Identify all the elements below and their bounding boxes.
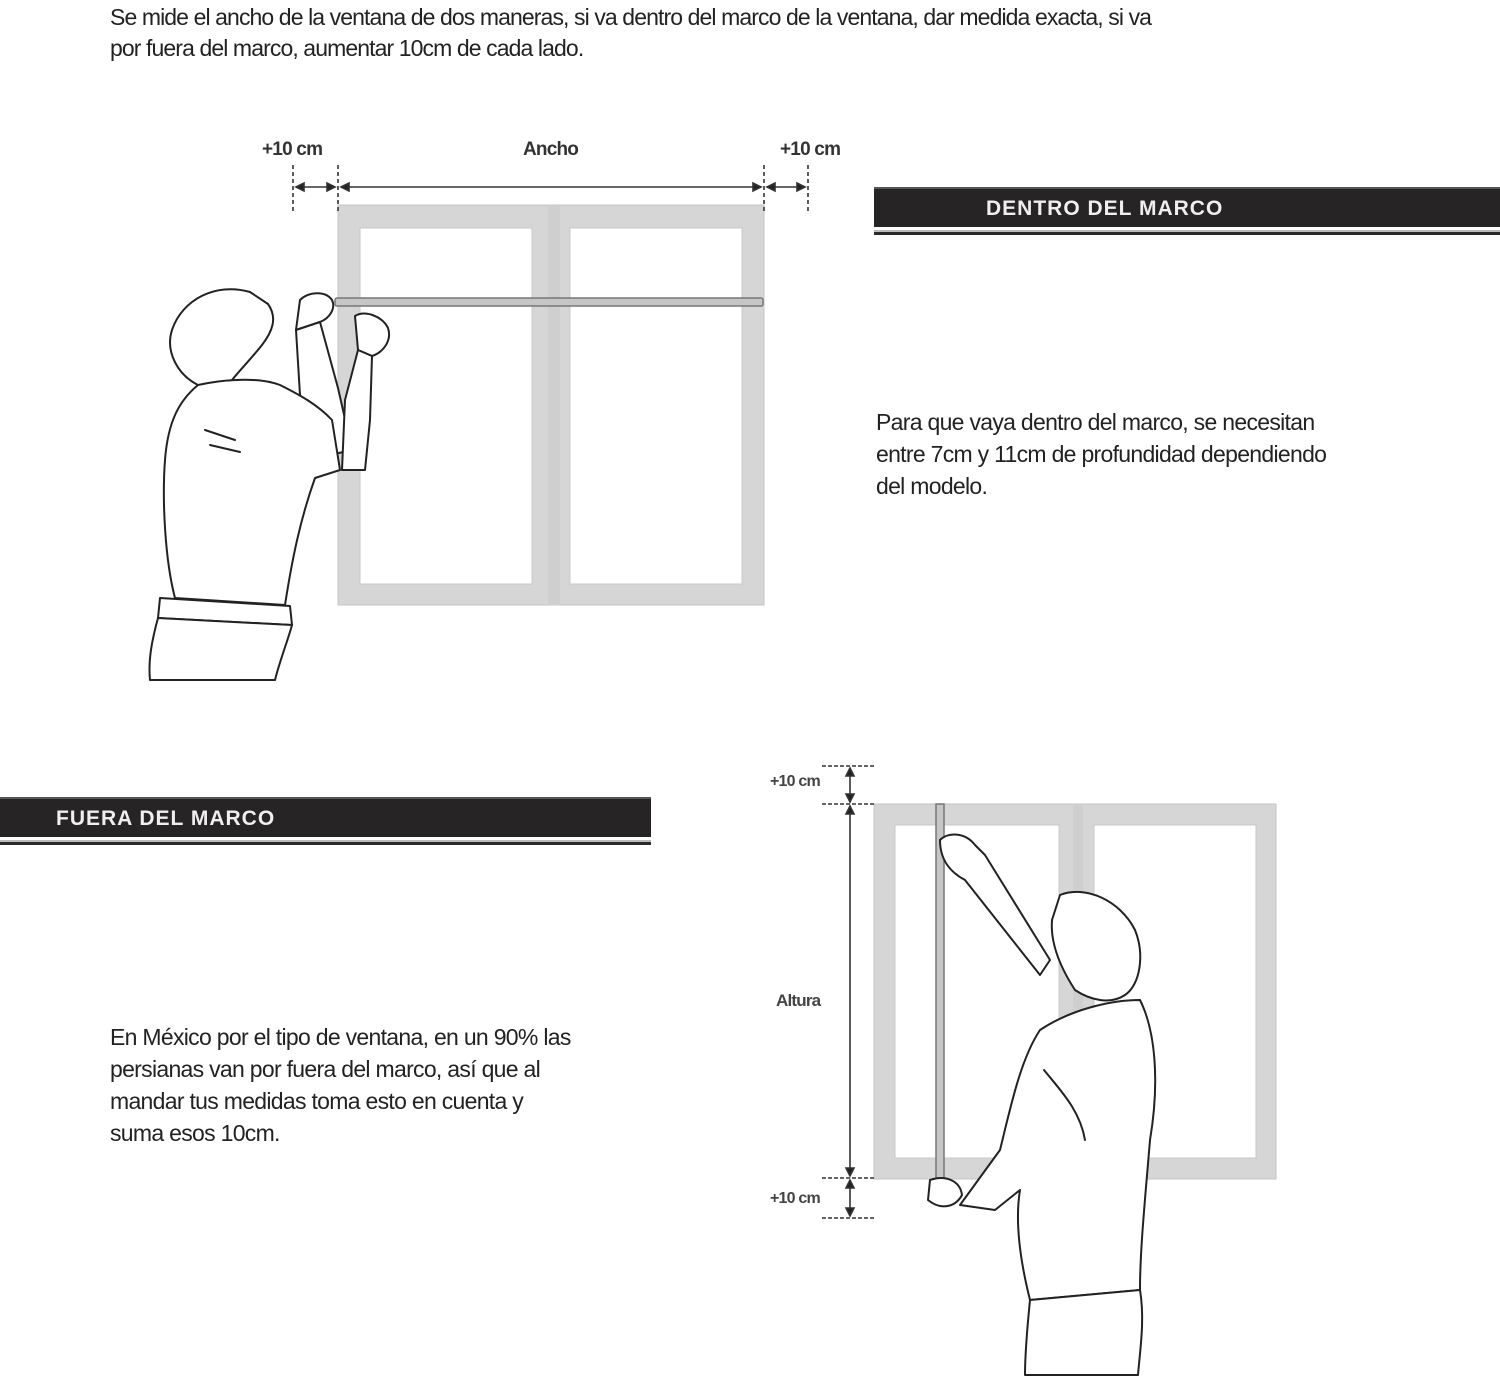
inside-text-line-2: entre 7cm y 11cm de profundidad dependiendo — [876, 441, 1327, 467]
outside-text-line-2: persianas van por fuera del marco, así que al — [110, 1056, 541, 1082]
outside-text-line-3: mandar tus medidas toma esto en cuenta y — [110, 1088, 524, 1114]
width-label-left: +10 cm — [262, 139, 323, 160]
width-label-center: Ancho — [523, 139, 579, 160]
section-outside-title: FUERA DEL MARCO — [56, 807, 276, 830]
section-inside-title: DENTRO DEL MARCO — [986, 197, 1224, 220]
height-label-bottom: +10 cm — [770, 1190, 820, 1207]
tape-measure-vertical — [936, 804, 944, 1194]
outside-text-line-1: En México por el tipo de ventana, en un 90% las — [110, 1024, 571, 1050]
height-dimension-lines — [822, 766, 876, 1218]
inside-text-line-3: del modelo. — [876, 473, 988, 499]
outside-text-line-4: suma esos 10cm. — [110, 1120, 280, 1146]
height-label-center: Altura — [776, 991, 821, 1010]
intro-line-2: por fuera del marco, aumentar 10cm de cada lado. — [110, 35, 584, 61]
intro-line-1: Se mide el ancho de la ventana de dos maneras, si va dentro del marco de la ventana, dar medida exacta, si va — [110, 4, 1152, 30]
inside-text-line-1: Para que vaya dentro del marco, se necesitan — [876, 409, 1315, 435]
height-label-top: +10 cm — [770, 773, 820, 790]
width-label-right: +10 cm — [780, 139, 841, 160]
